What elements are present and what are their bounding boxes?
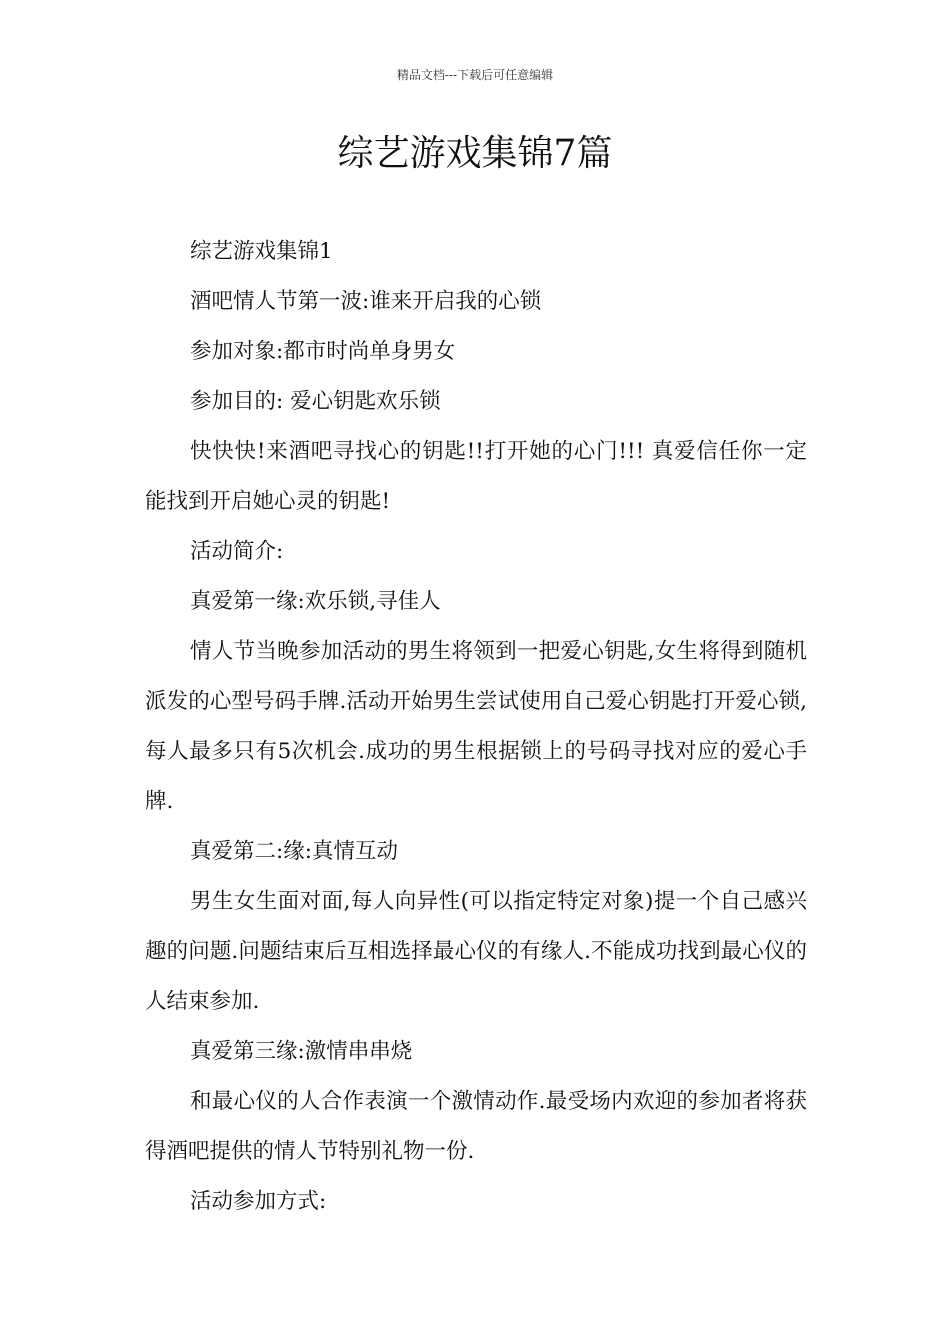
paragraph: 男生女生面对面,每人向异性(可以指定特定对象)提一个自己感兴趣的问题.问题结束后互相选择最心仪的有缘人.不能成功找到最心仪的人结束参加. [145,889,807,1014]
document-body [145,227,807,1227]
paragraph: 参加目的: 爱心钥匙欢乐锁 [190,389,441,414]
paragraph: 活动参加方式: [190,1189,327,1214]
document-title: 综艺游戏集锦7篇 [337,133,613,174]
paragraph: 情人节当晚参加活动的男生将领到一把爱心钥匙,女生将得到随机派发的心型号码手牌.活动开始男生尝试使用自己爱心钥匙打开爱心锁,每人最多只有5次机会.成功的男生根据锁上的号码寻找对应的爱心手牌. [145,639,807,814]
paragraph: 参加对象:都市时尚单身男女 [190,339,456,364]
paragraph: 和最心仪的人合作表演一个激情动作.最受场内欢迎的参加者将获得酒吧提供的情人节特别礼物一份. [145,1089,807,1164]
paragraph: 真爱第一缘:欢乐锁,寻佳人 [190,589,441,614]
paragraph: 活动简介: [190,539,284,564]
paragraph: 酒吧情人节第一波:谁来开启我的心锁 [190,289,542,314]
page-header-note: 精品文档---下载后可任意编辑 [396,68,554,82]
paragraph: 真爱第二:缘:真情互动 [190,839,398,864]
section-heading: 综艺游戏集锦1 [190,239,333,264]
paragraph: 快快快!来酒吧寻找心的钥匙!!打开她的心门!!! 真爱信任你一定能找到开启她心灵的钥匙! [145,439,807,514]
paragraph: 真爱第三缘:激情串串烧 [190,1039,413,1064]
